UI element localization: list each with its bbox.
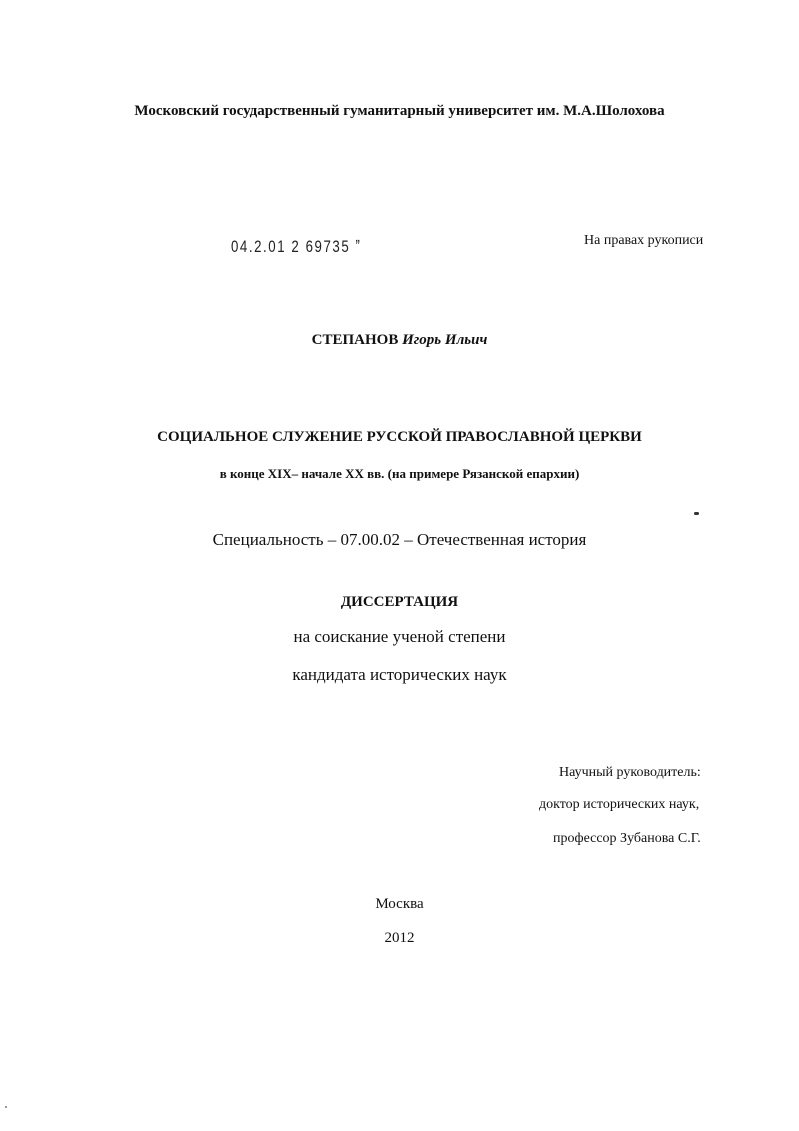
author-surname: СТЕПАНОВ — [311, 332, 399, 348]
year: 2012 — [384, 930, 415, 946]
university-name: Московский государственный гуманитарный университет им. М.А.Шолохова — [134, 103, 665, 119]
thesis-subtitle: в конце XIX– начале XX вв. (на примере Рязанской епархии) — [219, 466, 580, 481]
scan-artifact — [694, 512, 699, 515]
supervisor-role: Научный руководитель: — [559, 765, 701, 780]
registration-number-stamp: 04.2.01 2 69735 ˮ — [231, 237, 362, 256]
author-given-names: Игорь Ильич — [402, 332, 488, 348]
degree-line-2: кандидата исторических наук — [292, 665, 507, 684]
scan-artifact-margin — [5, 1106, 7, 1108]
document-type: ДИССЕРТАЦИЯ — [340, 594, 459, 610]
rights-note: На правах рукописи — [584, 233, 704, 248]
city: Москва — [375, 896, 424, 912]
specialty: Специальность – 07.00.02 – Отечественная история — [212, 530, 587, 549]
author-name — [0, 333, 799, 348]
thesis-title: СОЦИАЛЬНОЕ СЛУЖЕНИЕ РУССКОЙ ПРАВОСЛАВНОЙ ЦЕРКВИ — [157, 429, 642, 445]
degree-line-1: на соискание ученой степени — [293, 627, 506, 646]
supervisor-degree: доктор исторических наук, — [539, 797, 700, 812]
supervisor-name: профессор Зубанова С.Г. — [553, 831, 701, 846]
